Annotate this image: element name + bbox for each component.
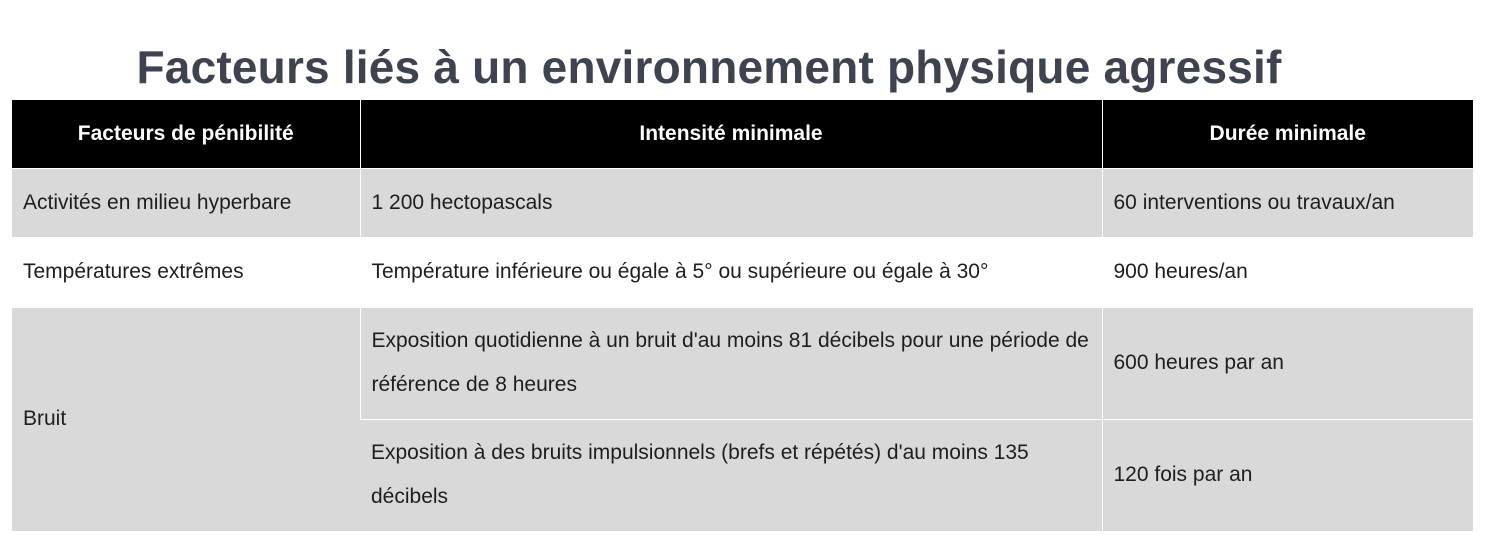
column-header-intensity: Intensité minimale (360, 100, 1102, 168)
intensity-cell: Température inférieure ou égale à 5° ou supérieure ou égale à 30° (360, 237, 1102, 307)
duration-cell: 60 interventions ou travaux/an (1102, 168, 1473, 237)
table-header-row (12, 100, 1473, 168)
intensity-cell: Exposition à des bruits impulsionnels (brefs et répétés) d'au moins 135 décibels (360, 419, 1102, 531)
factor-cell: Températures extrêmes (12, 237, 360, 307)
intensity-cell: 1 200 hectopascals (360, 168, 1102, 237)
column-header-factor: Facteurs de pénibilité (12, 100, 360, 168)
factors-table (12, 100, 1473, 531)
table-row (12, 307, 1473, 419)
duration-cell: 120 fois par an (1102, 419, 1473, 531)
duration-cell: 600 heures par an (1102, 307, 1473, 419)
factor-cell: Activités en milieu hyperbare (12, 168, 360, 237)
duration-cell: 900 heures/an (1102, 237, 1473, 307)
column-header-duration: Durée minimale (1102, 100, 1473, 168)
table-row (12, 168, 1473, 237)
page-title: Facteurs liés à un environnement physique agressif (136, 40, 1282, 93)
factor-cell: Bruit (12, 307, 360, 531)
table-row (12, 237, 1473, 307)
intensity-cell: Exposition quotidienne à un bruit d'au moins 81 décibels pour une période de référence de 8 heures (360, 307, 1102, 419)
